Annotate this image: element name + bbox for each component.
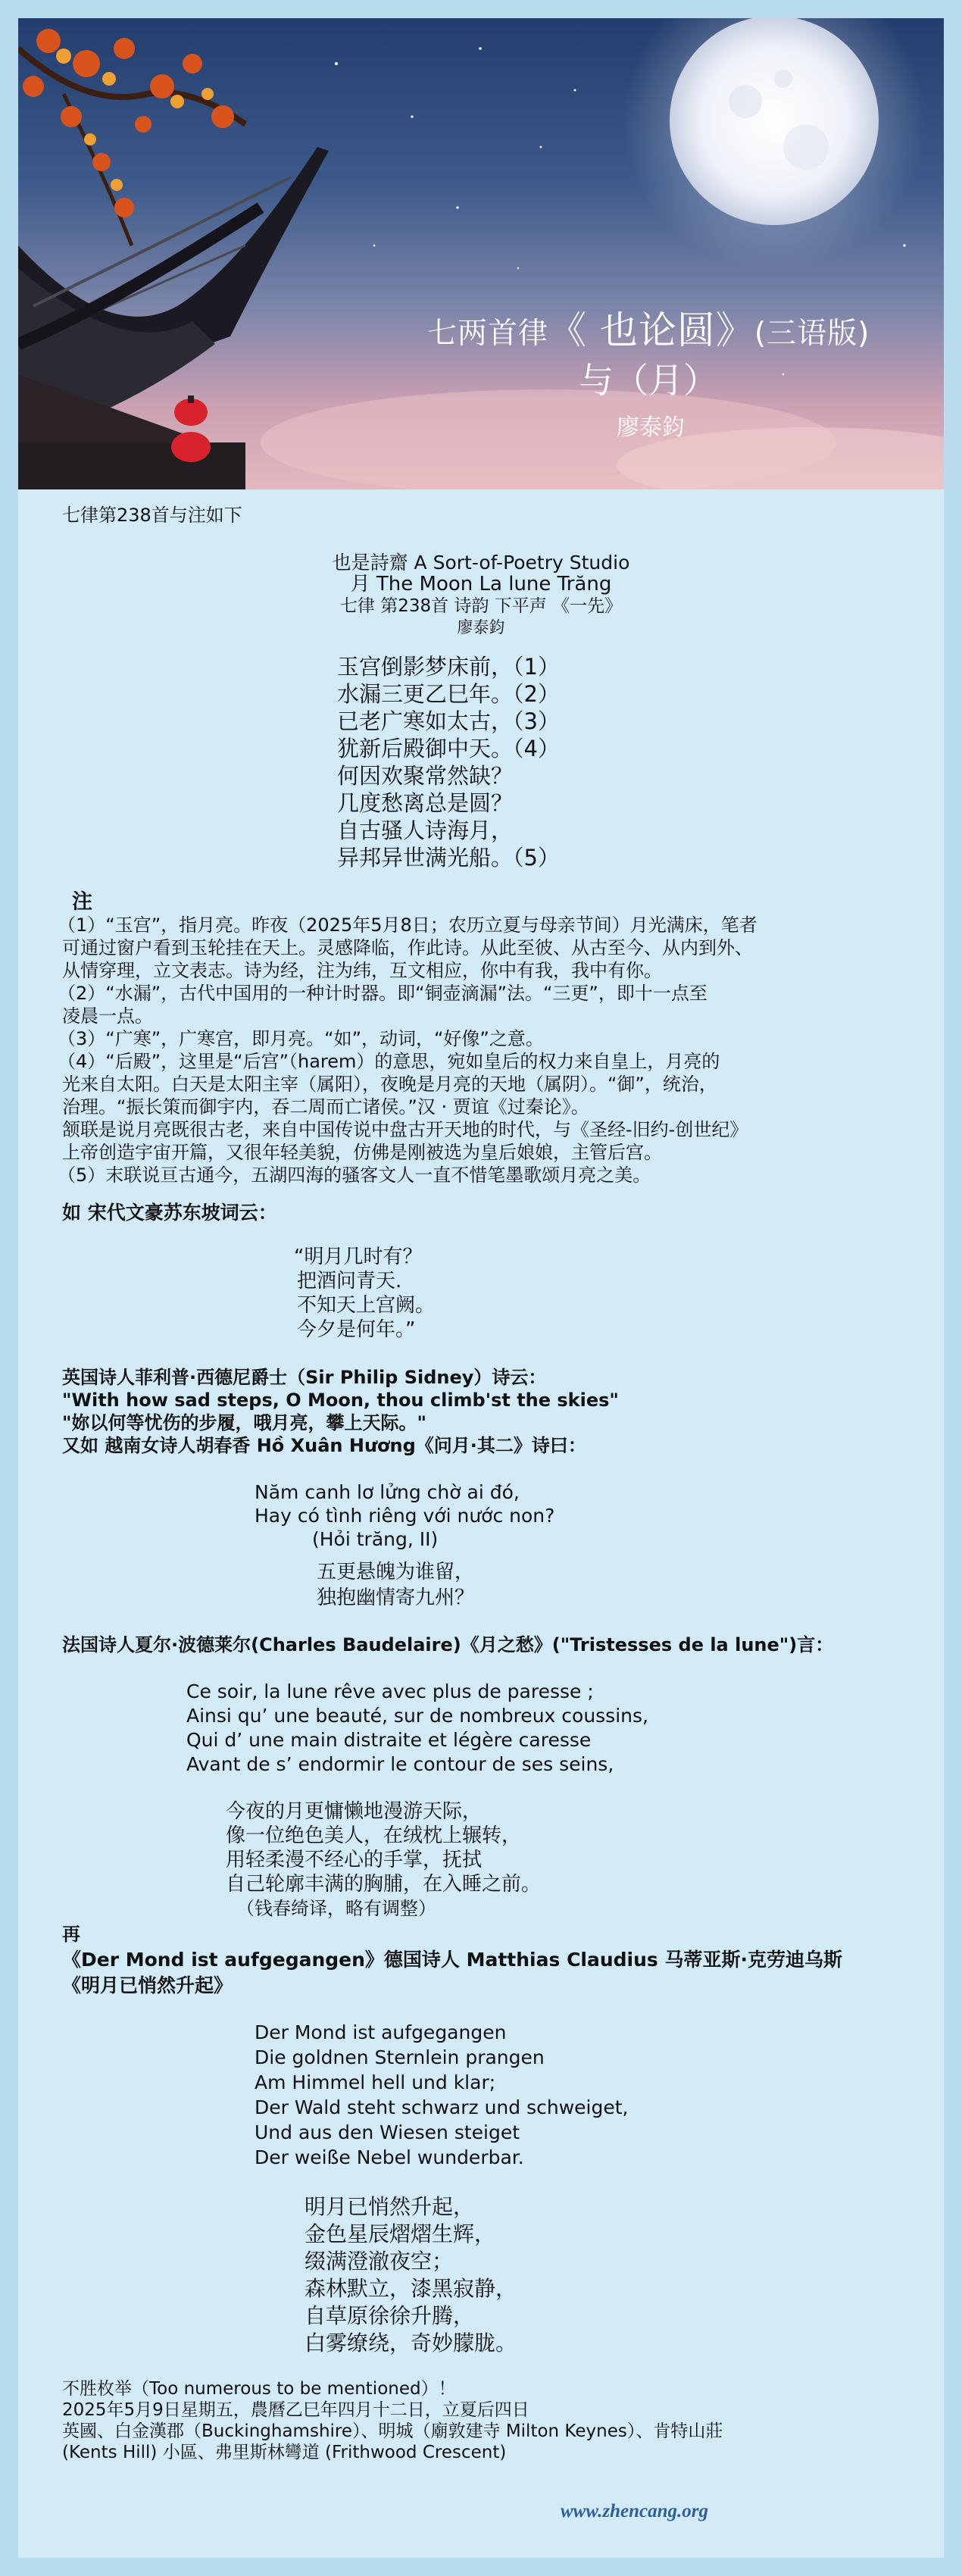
claudius-line-zh: 金色星辰熠熠生辉， <box>305 2221 496 2246</box>
sidney-quote-en: "With how sad steps, O Moon, thou climb'st the skies" <box>62 1390 619 1411</box>
claudius-line-zh: 森林默立，漆黑寂静， <box>305 2276 517 2301</box>
ho-line-vi: Năm canh lơ lửng chờ ai đó, <box>255 1481 520 1503</box>
claudius-again: 再 <box>62 1924 80 1945</box>
poem-line: 几度愁离总是圆？ <box>337 790 514 816</box>
su-line: 今夕是何年。” <box>297 1318 416 1341</box>
banner-subtitle: 与（月） <box>579 360 718 401</box>
su-line: 把酒问青天. <box>297 1270 402 1293</box>
footer-line: 不胜枚举（Too numerous to be mentioned）！ <box>62 2379 456 2399</box>
footer-location: (Kents Hill) 小區、弗里斯林彎道 (Frithwood Crescent) <box>62 2443 507 2462</box>
poem-line: 玉宫倒影梦床前，（1） <box>337 654 560 680</box>
note-line: 可通过窗户看到玉轮挂在天上。灵感降临，作此诗。从此至彼、从古至今、从内到外、 <box>62 937 753 958</box>
baudelaire-line-zh: 像一位绝色美人，在绒枕上辗转， <box>226 1824 522 1847</box>
su-line: 不知天上宫阙。 <box>297 1294 436 1317</box>
baudelaire-line-fr: Ce soir, la lune rêve avec plus de paresse ; <box>186 1680 594 1702</box>
su-intro: 如 宋代文豪苏东坡词云： <box>62 1202 277 1224</box>
baudelaire-line-zh: 自己轮廓丰满的胸脯，在入睡之前。 <box>226 1873 542 1896</box>
note-line: （3）“广寒”，广寒宫，即月亮。“如”，动词，“好像”之意。 <box>58 1028 544 1049</box>
poem-author: 廖泰鈞 <box>457 618 505 636</box>
poem-meta: 七律 第238首 诗韵 下平声 《一先》 <box>339 596 623 616</box>
poem-studio: 也是詩齋 A Sort-of-Poetry Studio <box>332 552 630 574</box>
claudius-line-de: Der Mond ist aufgegangen <box>255 2021 507 2043</box>
claudius-line-zh: 缀满澄澈夜空； <box>305 2249 454 2274</box>
moon-illustration <box>670 18 879 225</box>
poem-line: 水漏三更乙巳年。（2） <box>337 681 560 707</box>
baudelaire-translator: （钱春绮译，略有调整） <box>236 1898 436 1919</box>
claudius-line-zh: 白雾缭绕，奇妙朦胧。 <box>305 2331 517 2356</box>
footer-location: 英國、白金漢郡（Buckinghamshire）、明城（廟敦建寺 Milton Keynes）、肯特山莊 <box>62 2421 723 2441</box>
claudius-line-de: Der Wald steht schwarz und schweiget, <box>255 2096 629 2118</box>
header-banner <box>18 18 944 489</box>
poem-line: 自古骚人诗海月， <box>337 818 514 843</box>
note-line: 从情穿理，立文表志。诗为经，注为纬，互文相应，你中有我，我中有你。 <box>62 960 662 981</box>
claudius-line-de: Die goldnen Sternlein prangen <box>255 2046 545 2068</box>
note-line: （1）“玉宫”，指月亮。昨夜（2025年5月8日；农历立夏与母亲节间）月光满床，笔者 <box>58 914 757 936</box>
note-line: 颔联是说月亮既很古老，来自中国传说中盘古开天地的时代，与《圣经-旧约-创世纪》 <box>62 1119 748 1140</box>
baudelaire-line-zh: 用轻柔漫不经心的手掌，抚拭 <box>226 1849 483 1871</box>
poem-line: 已老广寒如太古，（3） <box>337 708 560 734</box>
note-line: 治理。“振长策而御宇内，吞二周而亡诸侯。”汉 · 贾谊《过秦论》。 <box>62 1096 589 1118</box>
poem-line: 犹新后殿御中天。（4） <box>337 736 560 761</box>
ho-line-vi: (Hỏi trăng, II) <box>312 1528 439 1550</box>
banner-author: 廖泰鈞 <box>617 414 685 441</box>
note-line: 上帝创造宇宙开篇，又很年轻美貌，仿佛是刚被选为皇后娘娘，主管后宫。 <box>62 1142 662 1163</box>
baudelaire-line-fr: Avant de s’ endormir le contour de ses seins, <box>186 1753 614 1775</box>
ho-line-vi: Hay có tình riêng với nước non? <box>255 1505 555 1527</box>
baudelaire-line-fr: Ainsi qu’ une beauté, sur de nombreux coussins, <box>186 1705 648 1727</box>
website-link[interactable]: www.zhencang.org <box>561 2501 708 2521</box>
poem-title: 月 The Moon La lune Trăng <box>350 573 612 596</box>
poem-line: 异邦异世满光船。（5） <box>337 845 560 871</box>
sidney-intro: 英国诗人菲利普·西德尼爵士（Sir Philip Sidney）诗云： <box>62 1367 547 1388</box>
note-line: （2）“水漏”，古代中国用的一种计时器。即“铜壶滴漏”法。“三更”，即十一点至 <box>58 983 707 1004</box>
claudius-line-zh: 明月已悄然升起， <box>305 2194 475 2219</box>
baudelaire-line-zh: 今夜的月更慵懒地漫游天际， <box>226 1800 483 1823</box>
baudelaire-intro: 法国诗人夏尔·波德莱尔(Charles Baudelaire)《月之愁》("Tristesses de la lune")言： <box>62 1634 834 1655</box>
claudius-intro-zh: 《明月已悄然升起》 <box>62 1974 233 1996</box>
ho-line-zh: 五更悬魄为谁留， <box>317 1561 475 1583</box>
banner-title: 七两首律《 也论圆》(三语版) <box>427 308 870 352</box>
ho-intro: 又如 越南女诗人胡春香 Hồ Xuân Hương《问月·其二》诗曰： <box>62 1435 586 1456</box>
baudelaire-line-fr: Qui d’ une main distraite et légère caresse <box>186 1729 592 1751</box>
intro-line: 七律第238首与注如下 <box>62 505 242 526</box>
notes-heading: 注 <box>72 890 92 914</box>
su-line: “明月几时有？ <box>294 1246 423 1268</box>
sidney-quote-zh: "妳以何等忧伤的步履，哦月亮，攀上天际。" <box>62 1412 427 1433</box>
note-line: （5）末联说亘古通今，五湖四海的骚客文人一直不惜笔墨歌颂月亮之美。 <box>58 1165 651 1186</box>
note-line: （4）“后殿”，这里是“后宫”（harem）的意思，宛如皇后的权力来自皇上，月亮的 <box>58 1051 720 1072</box>
claudius-line-de: Am Himmel hell und klar; <box>255 2071 496 2093</box>
banner-illustration <box>18 18 944 489</box>
autumn-branch-illustration <box>18 29 245 245</box>
note-line: 光来自太阳。白天是太阳主宰（属阳），夜晚是月亮的天地（属阴）。“御”，统治， <box>62 1074 717 1095</box>
claudius-line-de: Der weiße Nebel wunderbar. <box>255 2146 524 2168</box>
ho-line-zh: 独抱幽情寄九州？ <box>317 1587 475 1609</box>
claudius-line-de: Und aus den Wiesen steiget <box>255 2121 520 2143</box>
red-lantern-illustration <box>171 395 211 462</box>
claudius-intro: 《Der Mond ist aufgegangen》德国诗人 Matthias Claudius 马蒂亚斯·克劳迪乌斯 <box>62 1949 843 1971</box>
footer-date: 2025年5月9日星期五，農曆乙巳年四月十二日，立夏后四日 <box>62 2400 529 2420</box>
note-line: 凌晨一点。 <box>62 1005 153 1027</box>
claudius-line-zh: 自草原徐徐升腾， <box>305 2303 475 2328</box>
poem-line: 何因欢聚常然缺？ <box>337 763 514 789</box>
